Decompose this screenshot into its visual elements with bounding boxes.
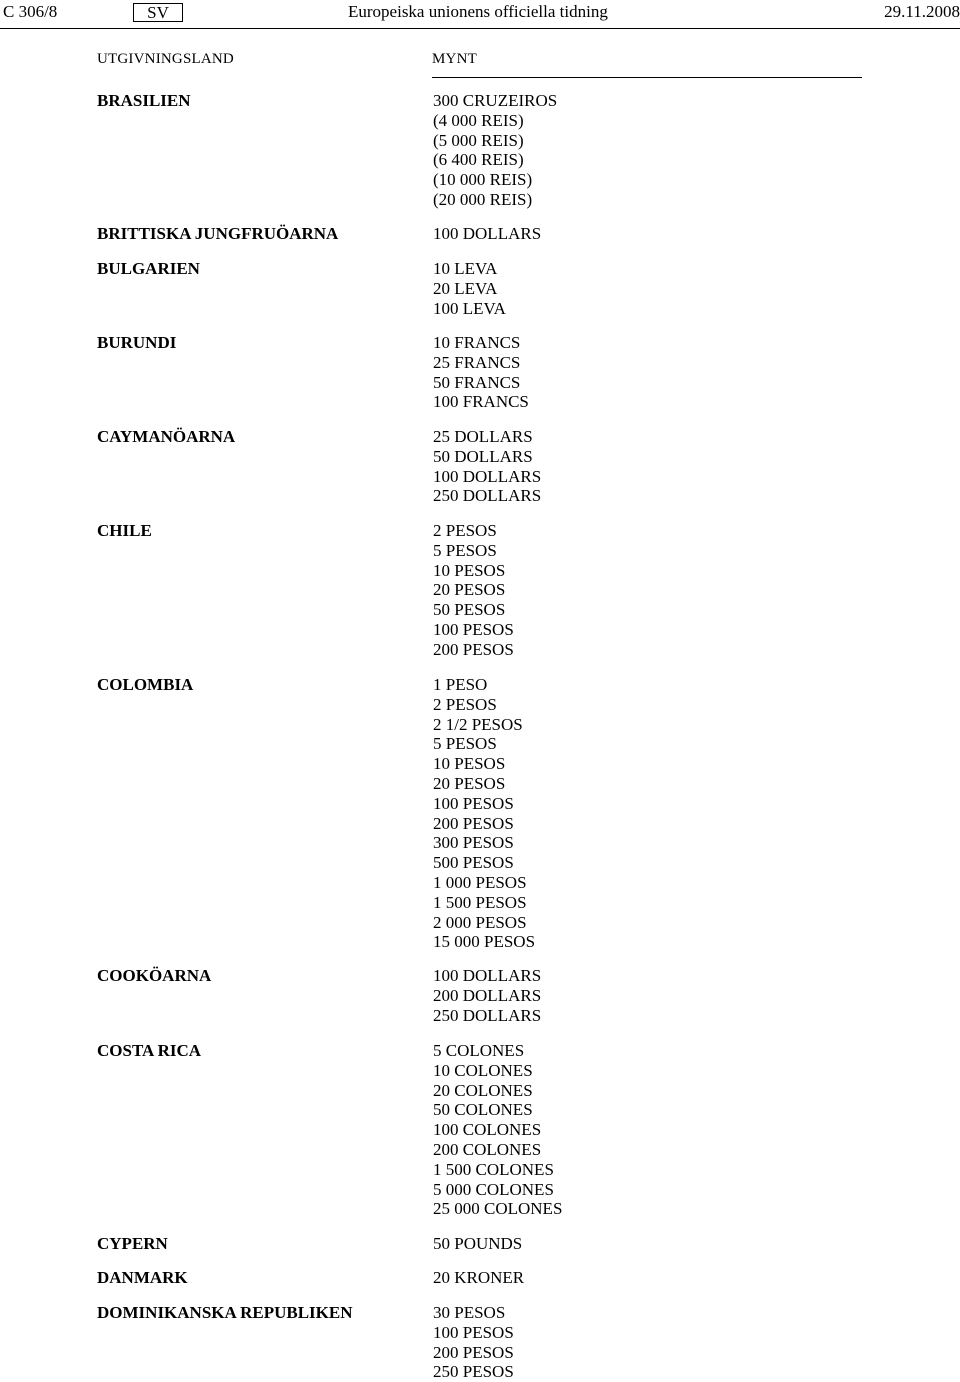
coin-denomination: 25 FRANCS [433, 352, 521, 372]
coin-denomination: 100 FRANCS [433, 392, 529, 412]
coin-denomination: 2 1/2 PESOS [433, 714, 523, 734]
country-name: BULGARIEN [97, 259, 200, 278]
coin-list [433, 259, 506, 318]
country-name: COLOMBIA [97, 675, 194, 694]
coin-denomination: 100 PESOS [433, 793, 514, 813]
coin-denomination: 50 POUNDS [433, 1234, 523, 1253]
country-name: DOMINIKANSKA REPUBLIKEN [97, 1303, 353, 1322]
coin-denomination: 5 000 COLONES [433, 1179, 554, 1199]
country-name: BRITTISKA JUNGFRUÖARNA [97, 224, 339, 243]
coin-denomination: 100 COLONES [433, 1120, 542, 1140]
coin-denomination: 20 COLONES [433, 1080, 533, 1100]
coin-denomination: (6 400 REIS) [433, 150, 524, 170]
coin-denomination: 100 PESOS [433, 1322, 514, 1342]
coin-denomination: 200 PESOS [433, 813, 514, 833]
coin-denomination: 100 DOLLARS [433, 224, 542, 243]
coin-denomination: 250 PESOS [433, 1362, 514, 1382]
coin-denomination: 20 PESOS [433, 580, 506, 600]
column-header-rule [432, 77, 862, 78]
coin-denomination: 5 COLONES [433, 1041, 525, 1060]
coin-denomination: 100 DOLLARS [433, 466, 542, 486]
coin-denomination: 100 DOLLARS [433, 966, 542, 985]
page-reference: C 306/8 [3, 2, 58, 21]
coin-denomination: 25 DOLLARS [433, 427, 533, 446]
coin-denomination: 10 LEVA [433, 259, 498, 278]
coin-list [433, 1303, 514, 1382]
publication-date: 29.11.2008 [884, 2, 960, 21]
coin-denomination: 20 LEVA [433, 278, 498, 298]
coin-denomination: 50 PESOS [433, 600, 506, 620]
coin-denomination: 2 000 PESOS [433, 912, 527, 932]
coin-list [433, 966, 541, 1025]
country-name: DANMARK [97, 1268, 188, 1287]
page-header [0, 0, 960, 29]
coin-denomination: 1 000 PESOS [433, 872, 527, 892]
column-header-country: UTGIVNINGSLAND [97, 51, 234, 67]
country-name: CAYMANÖARNA [97, 427, 236, 446]
coin-denomination: (10 000 REIS) [433, 170, 533, 190]
coin-denomination: 1 500 COLONES [433, 1159, 554, 1179]
coin-denomination: 10 PESOS [433, 560, 506, 580]
coin-denomination: 300 PESOS [433, 833, 514, 853]
coin-denomination: 100 LEVA [433, 298, 506, 318]
coin-list [433, 427, 541, 506]
language-badge: SV [133, 3, 183, 22]
coin-denomination: (4 000 REIS) [433, 110, 524, 130]
country-name: CHILE [97, 521, 152, 540]
coin-denomination: 250 DOLLARS [433, 1005, 542, 1025]
coin-denomination: 10 PESOS [433, 754, 506, 774]
coin-denomination: 30 PESOS [433, 1303, 506, 1322]
coin-denomination: 50 FRANCS [433, 372, 521, 392]
coin-denomination: 10 FRANCS [433, 333, 521, 352]
coin-denomination: (5 000 REIS) [433, 130, 524, 150]
column-header-currency: MYNT [432, 51, 477, 67]
coin-list [433, 1041, 562, 1219]
coin-denomination: 100 PESOS [433, 619, 514, 639]
country-name: BRASILIEN [97, 91, 191, 110]
coin-denomination: 200 PESOS [433, 1342, 514, 1362]
coin-list [433, 224, 541, 244]
country-name: COSTA RICA [97, 1041, 202, 1060]
coin-denomination: 50 DOLLARS [433, 446, 533, 466]
coin-list [433, 1268, 524, 1288]
coin-denomination: 250 DOLLARS [433, 486, 542, 506]
coin-denomination: 500 PESOS [433, 853, 514, 873]
coin-list [433, 91, 557, 210]
coin-list [433, 521, 514, 660]
coin-denomination: 10 COLONES [433, 1060, 533, 1080]
coin-denomination: 15 000 PESOS [433, 932, 536, 952]
coin-denomination: 5 PESOS [433, 540, 497, 560]
coin-denomination: 2 PESOS [433, 694, 497, 714]
coin-denomination: 20 KRONER [433, 1268, 525, 1287]
country-name: BURUNDI [97, 333, 177, 352]
country-name: CYPERN [97, 1234, 168, 1253]
coin-denomination: 200 PESOS [433, 639, 514, 659]
coin-denomination: (20 000 REIS) [433, 189, 533, 209]
coin-denomination: 200 DOLLARS [433, 985, 542, 1005]
journal-title: Europeiska unionens officiella tidning [348, 2, 608, 21]
coin-denomination: 25 000 COLONES [433, 1199, 563, 1219]
coin-denomination: 200 COLONES [433, 1139, 542, 1159]
country-name: COOKÖARNA [97, 966, 212, 985]
coin-denomination: 5 PESOS [433, 734, 497, 754]
coin-list [433, 675, 535, 952]
coin-denomination: 50 COLONES [433, 1100, 533, 1120]
coin-denomination: 2 PESOS [433, 521, 497, 540]
coin-denomination: 300 CRUZEIROS [433, 91, 558, 110]
coin-list [433, 333, 529, 412]
coin-denomination: 1 PESO [433, 675, 488, 694]
coin-list [433, 1234, 522, 1254]
coin-denomination: 1 500 PESOS [433, 892, 527, 912]
coin-denomination: 20 PESOS [433, 773, 506, 793]
